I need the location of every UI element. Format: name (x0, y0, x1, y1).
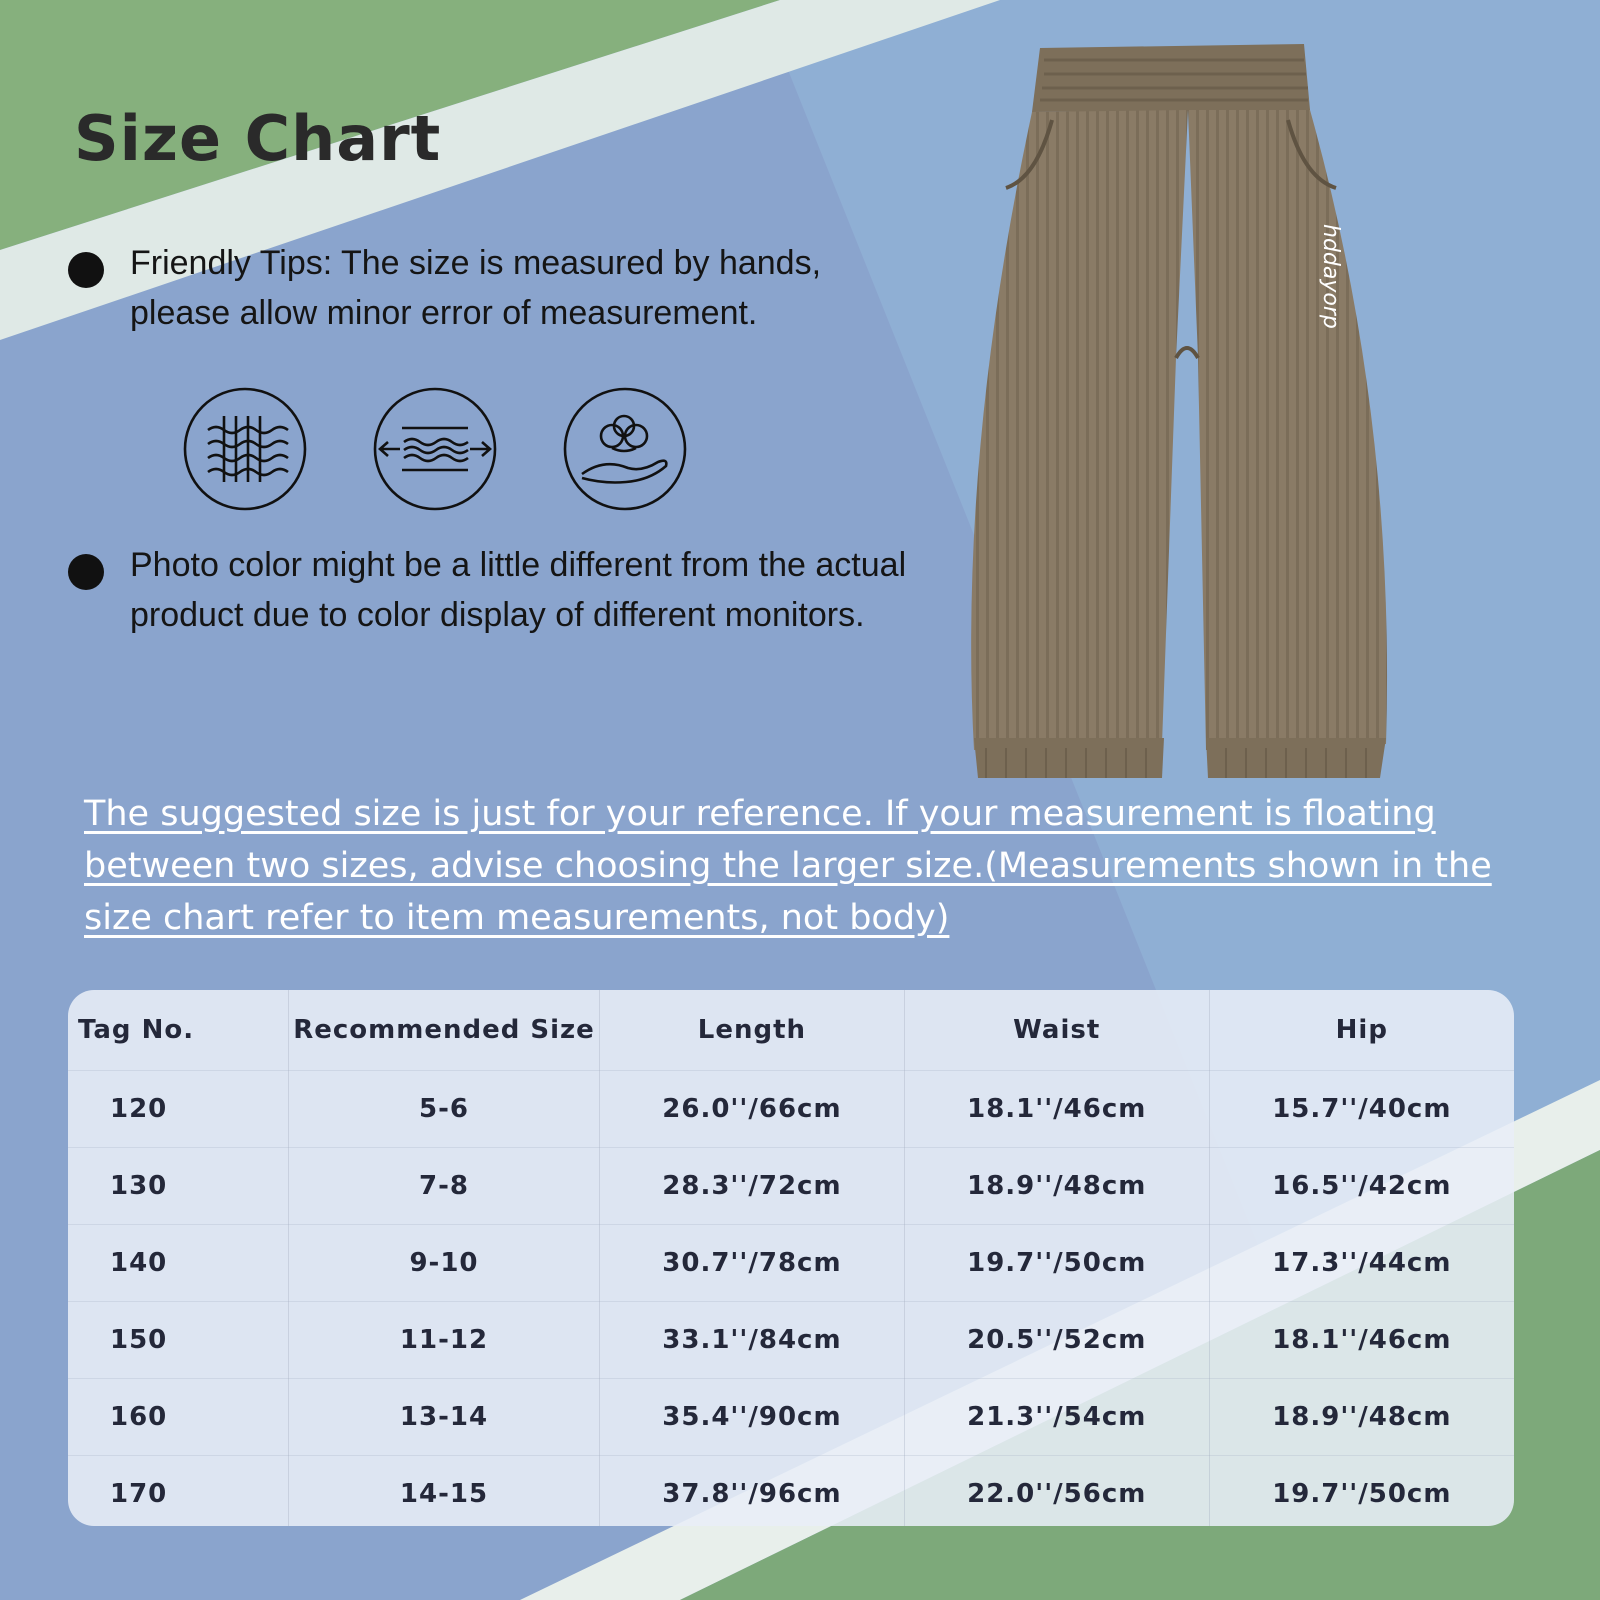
cell-length: 35.4''/90cm (600, 1379, 905, 1456)
cell-waist: 21.3''/54cm (904, 1379, 1209, 1456)
cell-hip: 19.7''/50cm (1272, 1479, 1452, 1509)
cotton-hand-icon (562, 386, 688, 512)
fabric-weave-icon (182, 386, 308, 512)
table-header-row (68, 990, 1514, 1071)
cell-hip: 18.1''/46cm (1209, 1302, 1514, 1379)
cell-waist: 18.1''/46cm (904, 1071, 1209, 1148)
col-header-recommended-size: Recommended Size (289, 990, 600, 1071)
col-header-waist: Waist (904, 990, 1209, 1071)
brand-print: hddayorp (1318, 224, 1343, 329)
cell-recommended-size: 14-15 (289, 1456, 600, 1527)
cell-recommended-size: 5-6 (289, 1071, 600, 1148)
cell-recommended-size: 9-10 (289, 1225, 600, 1302)
size-table (68, 990, 1514, 1526)
cell-waist: 18.9''/48cm (904, 1148, 1209, 1225)
table-row (68, 1456, 1514, 1527)
photo-color-tip-text: Photo color might be a little different from the actual product due to color display of different monitors. (130, 546, 907, 634)
table-row (68, 1071, 1514, 1148)
cell-tag-no: 140 (68, 1225, 289, 1302)
cell-length: 30.7''/78cm (600, 1225, 905, 1302)
stretch-icon (372, 386, 498, 512)
cell-tag-no: 170 (68, 1456, 289, 1527)
col-header-hip: Hip (1209, 990, 1514, 1071)
cell-hip: 18.9''/48cm (1209, 1379, 1514, 1456)
cell-tag-no: 160 (68, 1379, 289, 1456)
table-row (68, 1225, 1514, 1302)
cell-recommended-size: 11-12 (289, 1302, 600, 1379)
cell-length: 28.3''/72cm (600, 1148, 905, 1225)
cell-length: 26.0''/66cm (600, 1071, 905, 1148)
table-row (68, 1302, 1514, 1379)
cell-tag-no: 130 (68, 1148, 289, 1225)
cell-tag-no: 150 (68, 1302, 289, 1379)
product-image (966, 38, 1416, 798)
bullet-dot-icon (68, 252, 104, 288)
cell-waist: 22.0''/56cm (904, 1456, 1209, 1527)
cell-length: 37.8''/96cm (600, 1456, 905, 1527)
cell-recommended-size: 7-8 (289, 1148, 600, 1225)
cell-hip: 17.3''/44cm (1209, 1225, 1514, 1302)
cell-hip: 16.5''/42cm (1209, 1148, 1514, 1225)
size-notice: The suggested size is just for your reference. If your measurement is floating between two sizes, advise choosing the larger size.(Measurements shown in the size chart refer to item measurements, not body) (84, 794, 1492, 938)
cell-waist: 20.5''/52cm (904, 1302, 1209, 1379)
col-header-length: Length (600, 990, 905, 1071)
table-row (68, 1148, 1514, 1225)
bullet-dot-icon (68, 554, 104, 590)
feature-icons (182, 386, 702, 516)
cell-recommended-size: 13-14 (289, 1379, 600, 1456)
cell-waist: 19.7''/50cm (904, 1225, 1209, 1302)
friendly-tip-text: Friendly Tips: The size is measured by hands, please allow minor error of measurement. (130, 244, 822, 332)
cell-length: 33.1''/84cm (600, 1302, 905, 1379)
page-title: Size Chart (74, 102, 442, 175)
cell-hip: 15.7''/40cm (1209, 1071, 1514, 1148)
table-row (68, 1379, 1514, 1456)
col-header-tag-no: Tag No. (68, 990, 289, 1071)
cell-tag-no: 120 (68, 1071, 289, 1148)
